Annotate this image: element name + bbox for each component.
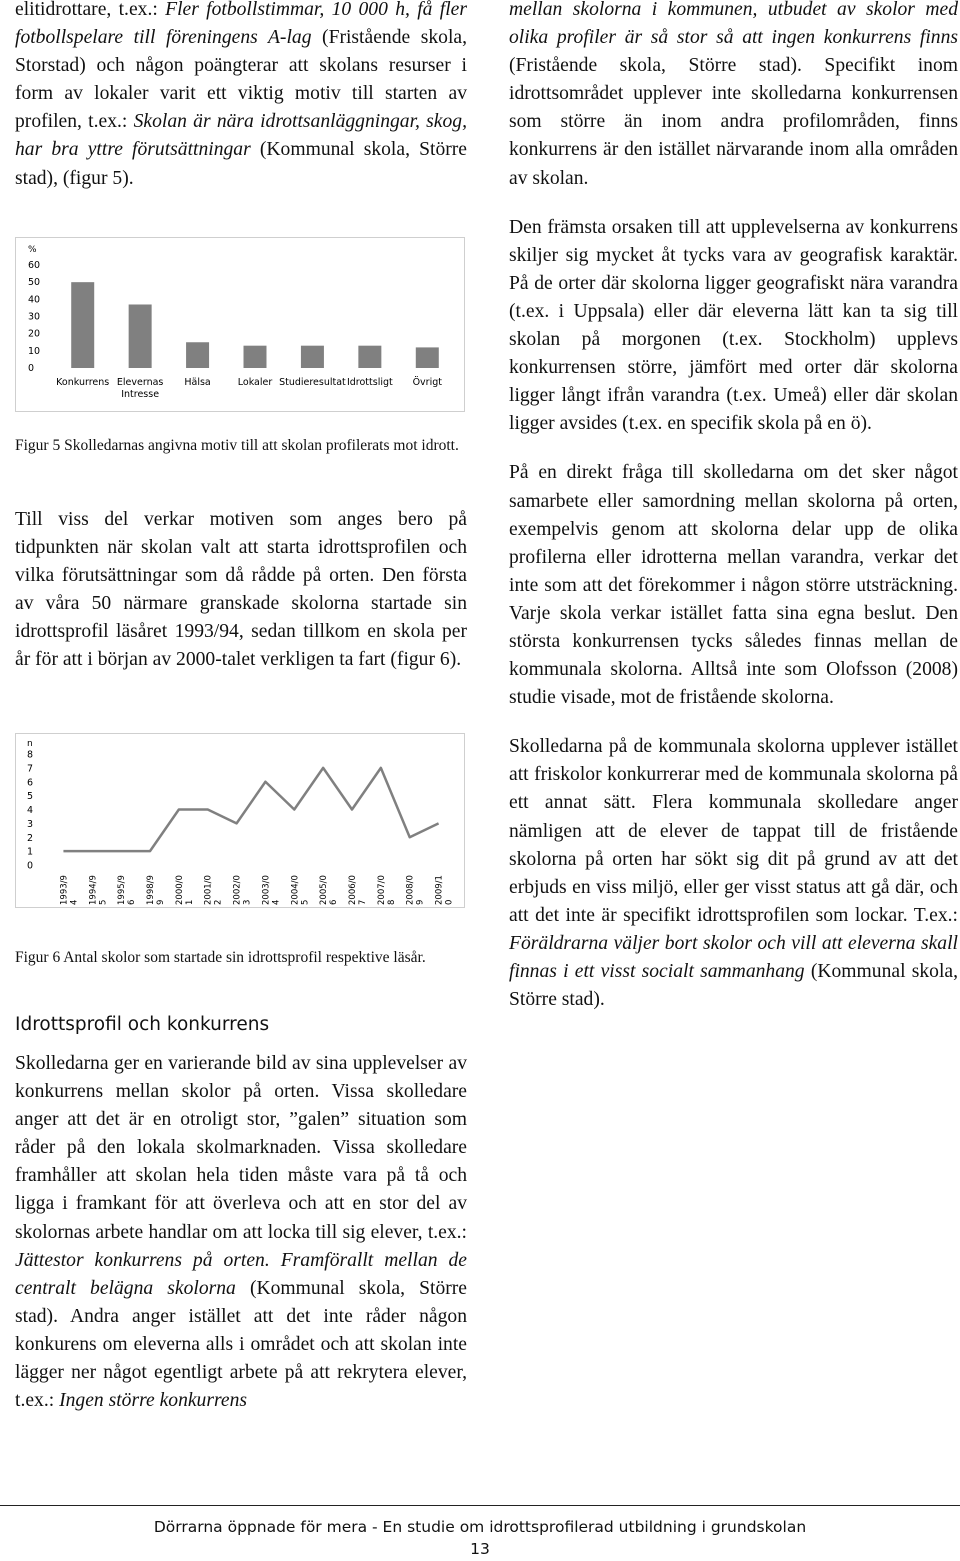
- x-tick-label: 2002/03: [232, 875, 253, 905]
- bar: [186, 342, 209, 368]
- left-column: [15, 0, 467, 193]
- y-tick-label: 50: [28, 277, 41, 289]
- figure-6: [15, 733, 465, 908]
- x-tick-label: 2003/04: [261, 875, 282, 905]
- body-text: (Kommunal skola, Större stad), (figur 5).: [15, 139, 468, 189]
- figure-5-bar-chart: [16, 238, 464, 411]
- figure-6-line-chart: [16, 734, 464, 907]
- x-tick-label: 2008/09: [405, 875, 426, 905]
- quote-text: Ingen större konkurrens: [59, 1390, 247, 1412]
- x-tick-label: 2000/01: [174, 875, 195, 905]
- left-column-middle: [15, 506, 467, 675]
- x-tick-label: Lokaler: [237, 377, 273, 388]
- x-tick-label: 2001/02: [203, 875, 224, 905]
- x-tick-label: 2007/08: [376, 875, 397, 905]
- page-number: 13: [470, 1540, 490, 1558]
- bar: [129, 304, 152, 368]
- x-tick-label: Studieresultat: [279, 377, 346, 388]
- y-tick-label: 4: [27, 805, 34, 816]
- x-tick-label: Övrigt: [412, 377, 442, 388]
- y-tick-label: 7: [27, 763, 34, 775]
- right-column: [509, 0, 958, 1014]
- section-heading: Idrottsprofil och konkurrens: [15, 1014, 270, 1035]
- paragraph-motives-intro: [15, 0, 467, 193]
- x-tick-label: 2005/06: [319, 875, 340, 905]
- y-tick-label: 40: [28, 294, 41, 306]
- paragraph-right-2: [509, 214, 958, 439]
- x-tick-label: 2004/05: [290, 875, 311, 905]
- quote-text: Jättestor konkurrens på orten. Framförallt mellan de centralt belägna skolorna: [15, 1249, 467, 1299]
- body-text: (Kommunal skola, Större stad).: [509, 961, 958, 1011]
- y-tick-label: 0: [28, 363, 35, 374]
- quote-text: Föräldrarna väljer bort skolor och vill att eleverna skall finnas i ett visst socialt sammanhang: [509, 932, 958, 982]
- figure-6-caption: Figur 6 Antal skolor som startade sin idrottsprofil respektive läsår.: [15, 949, 426, 966]
- series-line: [63, 768, 438, 851]
- y-tick-label: 3: [27, 818, 34, 830]
- quote-text: Skolan är nära idrottsanläggningar, skog, har bra yttre förutsättningar: [15, 111, 467, 161]
- body-text: Skolledarna på de kommunala skolorna upplever istället att friskolor konkurrerar med de kommunala skolorna på ett annat sätt. Flera kommunala skolledare anger nämligen att de elever de tappat till de fristående skolorna på orten har sökt sig dit på grund av att det erbjuds en viss miljö, eller ger visst status att gå där, och att det inte är specifikt idrottsprofilen som lockar. T.ex.:: [509, 736, 958, 926]
- x-tick-label: 1994/95: [88, 875, 109, 905]
- y-tick-label: 5: [27, 791, 34, 803]
- y-tick-label: 8: [27, 749, 34, 761]
- left-column-bottom: [15, 1050, 467, 1415]
- x-tick-label: 2006/07: [348, 875, 368, 905]
- x-tick-label: 1993/94: [59, 875, 80, 905]
- paragraph-right-4: [509, 733, 958, 1014]
- bar: [71, 282, 94, 368]
- x-tick-label: 2009/10: [434, 875, 455, 905]
- x-tick-label: Hälsa: [184, 377, 211, 388]
- y-tick-label: 60: [28, 260, 41, 271]
- paragraph-start-times: [15, 506, 467, 675]
- quote-text: Fler fotbollstimmar, 10 000 h, få fler fotbollspelare till föreningens A-lag: [15, 0, 467, 49]
- x-tick-label: 1998/99: [146, 875, 166, 905]
- y-tick-label: 6: [27, 777, 34, 789]
- y-tick-label: 2: [27, 832, 34, 844]
- y-tick-label: 0: [27, 860, 34, 872]
- paragraph-right-3: [509, 459, 958, 712]
- body-text: (Fristående skola, Storstad) och någon poängterar att skolans resurser i form av lokaler varit ett viktig motiv till starten av profilen, t.ex.:: [15, 27, 467, 133]
- bar: [301, 346, 324, 368]
- x-tick-label: Elevernas: [116, 377, 164, 388]
- figure-5: [15, 237, 465, 412]
- body-text: (Kommunal skola, Större stad). Andra anger istället att det inte råder någon konkurens om eleverna alls i området och att skolan inte lägger ner något egentligt arbete på att rekrytera elever, t.ex.:: [15, 1277, 467, 1412]
- body-text: Den främsta orsaken till att upplevelserna av konkurrens skiljer sig mycket åt tycks vara av geografisk karaktär. På de orter där skolorna ligger geografiskt nära varandra (t.ex. i Uppsala) eller där eleverna lätt kan ta sig till skolan på morgonen (t.ex. Stockholm) upplevs konkurrensen större, jämfört med orter där skolorna ligger långt ifrån varandra (t.ex. Umeå) eller där skolan ligger avsides (t.ex. en specifik skola på en ö).: [509, 216, 958, 435]
- body-text: Skolledarna ger en varierande bild av sina upplevelser av konkurrens mellan skolor på orten. Vissa skolledare anger att det är en otroligt stor, ”galen” situation som råder på den lokala skolmarknaden. Vissa skolledare framhåller att skolan hela tiden måste vara på tå och ligga i framkant för att överleva och att en stor del av skolornas arbete handlar om att locka till sig elever, t.ex.:: [15, 1053, 467, 1243]
- x-tick-label: 1995/96: [117, 875, 138, 905]
- bar: [416, 347, 439, 368]
- quote-text: mellan skolorna i kommunen, utbudet av skolor med olika profiler är så stor så att ingen konkurrens finns: [509, 0, 958, 49]
- bar: [244, 346, 267, 368]
- y-tick-label: 10: [28, 345, 41, 357]
- footer-title: Dörrarna öppnade för mera - En studie om idrottsprofilerad utbildning i grundskolan: [153, 1518, 807, 1536]
- bar: [358, 346, 381, 368]
- y-tick-label: 1: [27, 846, 34, 858]
- y-tick-label: 20: [28, 328, 41, 340]
- paragraph-right-1: [509, 0, 958, 193]
- body-text: Till viss del verkar motiven som anges bero på tidpunkten när skolan valt att starta idrottsprofilen och vilka förutsättningar som då rådde på orten. Den första av våra 50 närmare granskade skolorna startade sin idrottsprofil läsåret 1993/94, sedan tillkom en skola per år för att i början av 2000-talet verkligen ta fart (figur 6).: [15, 509, 467, 671]
- body-text: elitidrottare, t.ex.:: [15, 0, 166, 20]
- y-tick-label: 30: [28, 311, 41, 323]
- x-tick-label: Idrottsligt: [346, 377, 393, 388]
- x-tick-label: Intresse: [121, 389, 160, 400]
- paragraph-competition: [15, 1050, 467, 1415]
- body-text: (Fristående skola, Större stad). Specifikt inom idrottsområdet upplever inte skolledarna konkurrensen som större än inom andra profilområden, finns konkurrens är den istället närvarande inom alla områden av skolan.: [509, 55, 958, 189]
- y-axis-label: n: [27, 739, 33, 749]
- figure-5-caption: Figur 5 Skolledarnas angivna motiv till att skolan profilerats mot idrott.: [15, 437, 459, 454]
- y-axis-label: %: [28, 245, 37, 255]
- footer-rule: [0, 1505, 960, 1506]
- x-tick-label: Konkurrens: [56, 377, 110, 388]
- body-text: På en direkt fråga till skolledarna om det sker något samarbete eller samordning mellan skolorna på orten, exempelvis genom att skolorna delar upp de olika profilerna eller idrotterna mellan varandra, verkar det inte som att det förekommer i någon större utsträckning. Varje skola verkar istället fatta sina egna beslut. Den största konkurrensen tycks således finnas mellan de kommunala skolorna. Alltså inte som Olofsson (2008) studie visade, mot de fristående skolorna.: [509, 462, 958, 709]
